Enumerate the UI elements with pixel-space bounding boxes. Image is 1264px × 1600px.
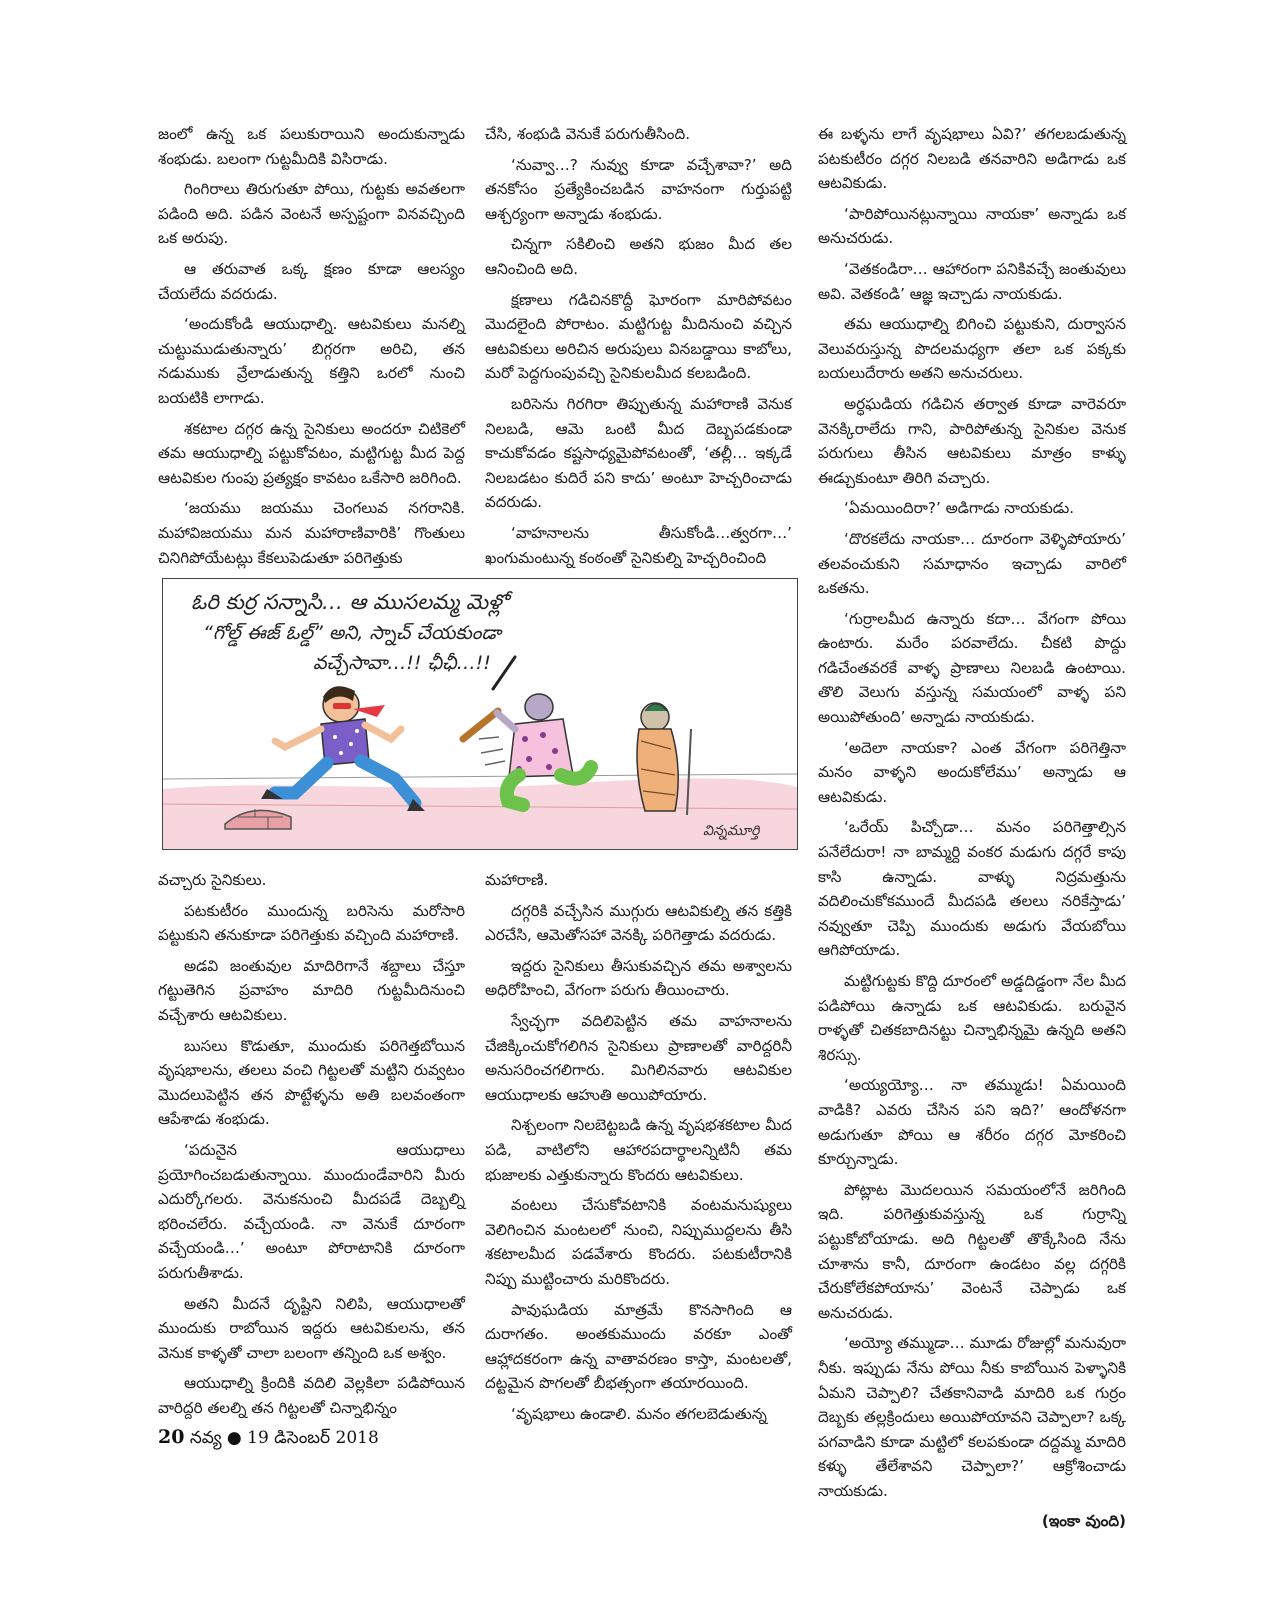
- paragraph: అతని మీదనే దృష్టిని నిలిపి, ఆయుధాలతో ముందుకు రాబోయిన ఇద్దరు ఆటవికులను, తన వెనుక కాళ్ళతో చాలా బలంగా తన్నింది ఒక అశ్వం.: [158, 1294, 465, 1362]
- paragraph: మహారాణి.: [485, 871, 549, 889]
- paragraph: ‘దొరకలేదు నాయకా… దూరంగా వెళ్ళిపోయారు’ తలవంచుకుని సమాధానం ఇచ్చాడు వారిలో ఒకతను.: [818, 529, 1126, 598]
- issue-date: 19 డిసెంబర్ 2018: [247, 1428, 379, 1448]
- paragraph: ‘నువ్వా…? నువ్వు కూడా వచ్చేశావా?’ అది తనకోసం ప్రత్యేకించబడిన వాహనంగా గుర్తుపట్టి ఆశ్చర్యంగా అన్నాడు శంభుడు.: [485, 155, 792, 223]
- article-column-1: [158, 122, 465, 567]
- paragraph: పోట్లాట మొదలయిన సమయంలోనే జరిగింది ఇది. పరిగెత్తుకువస్తున్న ఒక గుర్రాన్ని పట్టుకోబోయాడు. అది గిట్టలతో తొక్కేసింది నేను చూశాను కానీ, దూరంగా ఉండటం వల్ల దగ్గరికి చేరుకోలేకపోయాను’ వెంటనే చెప్పాడు ఒక అనుచరుడు.: [818, 1180, 1126, 1322]
- paragraph: చిన్నగా సకిలించి అతని భుజం మీద తల ఆనించింది అది.: [485, 235, 792, 278]
- paragraph: మట్టిగుట్టకు కొద్ది దూరంలో అడ్డదిడ్డంగా నేల మీద పడిపోయి ఉన్నాడు ఒక ఆటవికుడు. బరువైన రాళ్ళతో చితకబాదినట్టు చిన్నాభిన్నమై ఉన్నది అతని శిరస్సు.: [818, 972, 1126, 1064]
- cartoonist-signature: విన్నమూర్తి: [703, 823, 760, 839]
- paragraph: అర్ధఘడియ గడిచిన తర్వాత కూడా వారెవరూ వెనక్కిరాలేదు గాని, పారిపోతున్న సైనికుల వెనుక పరుగులు తీసిన ఆటవికులు మాత్రం కాళ్ళు ఈడ్చుకుంటూ తిరిగి వచ్చారు.: [818, 394, 1126, 487]
- paragraph: ‘పదునైన ఆయుధాలు ప్రయోగించబడుతున్నాయి. ముందుండేవారిని మీరు ఎదుర్కోగలరు. వెనుకనుంచి మీదపడే దెబ్బల్ని భరించలేరు. వచ్చేయండి. నా వెనుకే దూరంగా వచ్చేయండి…’ అంటూ పోరాటానికి దూరంగా పరుగుతీశాడు.: [158, 1140, 465, 1282]
- cartoon-caption-line-1: ఓరి కుర్ర సన్నాసి… ఆ ముసలమ్మ మెళ్లో: [191, 590, 508, 614]
- paragraph: ఇద్దరు సైనికులు తీసుకువచ్చిన తమ అశ్వాలను అధిరోహించి, వేగంగా పరుగు తీయించారు.: [485, 956, 792, 1000]
- paragraph: గింగిరాలు తిరుగుతూ పోయి, గుట్టకు అవతలగా పడింది అది. పడిన వెంటనే అస్పష్టంగా వినవచ్చింది ఒక అరుపు.: [158, 180, 465, 248]
- paragraph: ‘అయ్యో తమ్ముడా… మూడు రోజుల్లో మనువురా నీకు. ఇప్పుడు నేను పోయి నీకు కాబోయిన పెళ్ళానికి ఏమని చెప్పాలి? చేతకానివాడి మాదిరి ఒక గుర్రం దెబ్బకు తల్లక్రిందులు అయిపోయావని చెప్పాలా? ఒక్క పగవాడిని కూడా మట్టిలో కలపకుండా దద్దమ్మ మాదిరి కళ్ళు తేలేశావని చెప్పాలా?’ ఆక్రోశించాడు నాయకుడు.: [818, 1334, 1126, 1500]
- paragraph: చేసి, శంభుడి వెనుకే పరుగుతీసింది.: [485, 125, 691, 143]
- cartoon-drawing: [163, 579, 797, 849]
- paragraph: ‘అందుకోండి ఆయుధాల్ని. ఆటవికులు మనల్ని చుట్టుముడుతున్నారు’ బిగ్గరగా అరిచి, తన నడుముకు వ్రేలాడుతున్న కత్తిని ఒరలో నుంచి బయటికి లాగాడు.: [158, 315, 465, 407]
- paragraph: ఈ బళ్ళను లాగే వృషభాలు ఏవి?’ తగలబడుతున్న పటకుటీరం దగ్గర నిలబడి తనవారిని అడిగాడు ఒక ఆటవికుడు.: [818, 125, 1126, 193]
- paragraph: బుసలు కొడుతూ, ముందుకు పరిగెత్తబోయిన వృషభాలను, తలలు వంచి గిట్టలతో మట్టిని రువ్వటం మొదలుపెట్టిన తన పొట్టేళ్ళను అతి బలవంతంగా ఆపేశాడు శంభుడు.: [158, 1036, 465, 1129]
- article-column-4: [158, 868, 465, 1428]
- paragraph: బరిసెను గిరగిరా తిప్పుతున్న మహారాణి వెనుక నిలబడి, ఆమె ఒంటి మీద దెబ్బపడకుండా కాచుకోవడం కష్టసాధ్యమైపోవటంతో, ‘తల్లీ… ఇక్కడే నిలబడటం కుదిరే పని కాదు’ అంటూ హెచ్చరించాడు వదరుడు.: [485, 394, 792, 512]
- paragraph: ‘వెతకండిరా… ఆహారంగా పనికివచ్చే జంతువులు అవి. వెతకండి’ ఆజ్ఞ ఇచ్చాడు నాయకుడు.: [818, 259, 1126, 303]
- paragraph: పటకుటీరం ముందున్న బరిసెను మరోసారి పట్టుకుని తనుకూడా పరిగెత్తుకు వచ్చింది మహారాణి.: [158, 901, 465, 945]
- paragraph: వచ్చారు సైనికులు.: [158, 871, 267, 889]
- cartoon-caption-line-2: “గోల్డ్ ఈజ్ ఓల్డ్” అని, స్నాచ్ చేయకుండా: [203, 622, 501, 644]
- chasing-woman-figure: [463, 657, 591, 805]
- magazine-name: నవ్య: [189, 1428, 222, 1448]
- cartoon-illustration: [162, 578, 798, 850]
- paragraph: నిశ్చలంగా నిలబెట్టబడి ఉన్న వృషభశకటాల మీద పడి, వాటిలోని ఆహారపదార్థాలన్నిటినీ తమ భుజాలకు ఎత్తుకున్నారు కొందరు ఆటవికులు.: [485, 1116, 792, 1184]
- paragraph: ‘వృషభాలు ఉండాలి. మనం తగలబెడుతున్న: [511, 1404, 767, 1423]
- article-column-5: [485, 868, 792, 1428]
- paragraph: ‘పారిపోయినట్లున్నాయి నాయకా’ అన్నాడు ఒక అనుచరుడు.: [818, 204, 1126, 248]
- paragraph: ఆయుధాల్ని క్రిందికి వదిలి వెల్లకిలా పడిపోయిన వారిద్దరి తలల్ని తన గిట్టలతో చిన్నాభిన్నం: [158, 1374, 465, 1417]
- paragraph: ‘గుర్రాలమీద ఉన్నారు కదా… వేగంగా పోయి ఉంటారు. మరేం పరవాలేదు. చీకటి పొద్దు గడిచేంతవరకే వాళ్ళ ప్రాణాలు నిలబడి ఉంటాయి. తొలి వెలుగు వస్తున్న సమయంలో వాళ్ళ పని అయిపోతుంది’ అన్నాడు నాయకుడు.: [818, 609, 1126, 727]
- article-column-2: [485, 122, 792, 567]
- paragraph: దగ్గరికి వచ్చేసిన ముగ్గురు ఆటవికుల్ని తన కత్తికి ఎరచేసి, ఆమెతోసహా వెనక్కి పరిగెత్తాడు వదరుడు.: [485, 901, 792, 945]
- paragraph: జంలో ఉన్న ఒక పలుకురాయిని అందుకున్నాడు శంభుడు. బలంగా గుట్టమీదికి విసిరాడు.: [158, 125, 465, 168]
- paragraph: స్వేచ్ఛగా వదిలిపెట్టిన తమ వాహనాలను చేజిక్కించుకోగలిగిన సైనికులు ప్రాణాలతో వారిద్దరినీ అనుసరించగలిగారు. మిగిలినవారు ఆటవికుల ఆయుధాలకు ఆహుతి అయిపోయారు.: [485, 1011, 792, 1104]
- paragraph: క్షణాలు గడిచినకొద్దీ ఘోరంగా మారిపోవటం మొదలైంది పోరాటం. మట్టిగుట్ట మీదినుంచి వచ్చిన ఆటవికులు అరిచిన అరుపులు వినబడ్డాయి కాబోలు, మరో పెద్దగుంపువచ్చి సైనికులమీద కలబడింది.: [485, 290, 792, 383]
- paragraph: శకటాల దగ్గర ఉన్న సైనికులు అందరూ చిటికెలో తమ ఆయుధాల్ని పట్టుకోవటం, మట్టిగుట్ట మీద పెద్ద ఆటవికుల గుంపు ప్రత్యక్షం కావటం ఒకేసారి జరిగింది.: [158, 419, 465, 487]
- paragraph: ‘అదెలా నాయకా? ఎంత వేగంగా పరిగెత్తినా మనం వాళ్ళని అందుకోలేము’ అన్నాడు ఆ ఆటవికుడు.: [818, 738, 1126, 806]
- page-footer: [158, 1426, 379, 1452]
- continued-note: (ఇంకా వుంది): [1041, 1512, 1126, 1531]
- paragraph: వంటలు చేసుకోవటానికి వంటమనుష్యులు వెలిగించిన మంటలలో నుంచి, నిప్పుముద్దలను తీసి శకటాలమీద పడవేశారు కొందరు. పటకుటీరానికి నిప్పు ముట్టించారు మరికొందరు.: [485, 1196, 792, 1288]
- paragraph: తమ ఆయుధాల్ని బిగించి పట్టుకుని, దుర్వాసన వెలువరుస్తున్న పొదలమధ్యగా తలా ఒక పక్కకు బయలుదేరారు అతని అనుచరులు.: [818, 315, 1126, 383]
- paragraph: అడవి జంతువుల మాదిరిగానే శబ్దాలు చేస్తూ గట్టుతెగిన ప్రవాహం మాదిరి గుట్టమీదినుంచి వచ్చేశారు ఆటవికులు.: [158, 956, 465, 1024]
- paragraph: ‘ఏమయిందిరా?’ అడిగాడు నాయకుడు.: [844, 499, 1075, 518]
- page-number: 20: [158, 1426, 185, 1448]
- paragraph: ఆ తరువాత ఒక్క క్షణం కూడా ఆలస్యం చేయలేదు వదరుడు.: [158, 259, 465, 303]
- article-column-3: [818, 122, 1126, 1531]
- paragraph: ‘ఒరేయ్ పిచ్చోడా… మనం పరిగెత్తాల్సిన పనేలేదురా! నా బామ్మర్ది వంకర మడుగు దగ్గరే కాపు కాసి ఉన్నాడు. వాళ్ళు నిద్రమత్తును వదిలించుకోకముందే మీదపడి తలలు నరికేస్తాడు’ నవ్వుతూ చెప్పి ముందుకు అడుగు వేయబోయి ఆగిపోయాడు.: [818, 818, 1126, 960]
- paragraph: ‘అయ్యయ్యో… నా తమ్ముడు! ఏమయింది వాడికి? ఎవరు చేసిన పని ఇది?’ ఆందోళనగా అడుగుతూ పోయి ఆ శరీరం దగ్గర మోకరించి కూర్చున్నాడు.: [818, 1076, 1126, 1169]
- paragraph: ‘వాహనాలను తీసుకోండి…త్వరగా…’ ఖంగుమంటున్న కంఠంతో సైనికుల్ని హెచ్చరించింది: [485, 523, 792, 567]
- paragraph: ‘జయము జయము చెంగలువ నగరానికి. మహావిజయము మన మహారాణివారికి’ గొంతులు చినిగిపోయేటట్లు కేకలుపెడుతూ పరిగెత్తుకు: [158, 499, 465, 567]
- footer-bullet: ●: [226, 1428, 242, 1448]
- paragraph: పావుఘడియ మాత్రమే కొనసాగింది ఆ దురాగతం. అంతకుముందు వరకూ ఎంతో ఆహ్లాదకరంగా ఉన్న వాతావరణం కాస్తా, మంటలతో, దట్టమైన పొగలతో బీభత్సంగా తయారయింది.: [485, 1300, 792, 1393]
- cartoon-caption-line-3: వచ్చేసావా…!! ఛీఛీ…!!: [313, 652, 491, 674]
